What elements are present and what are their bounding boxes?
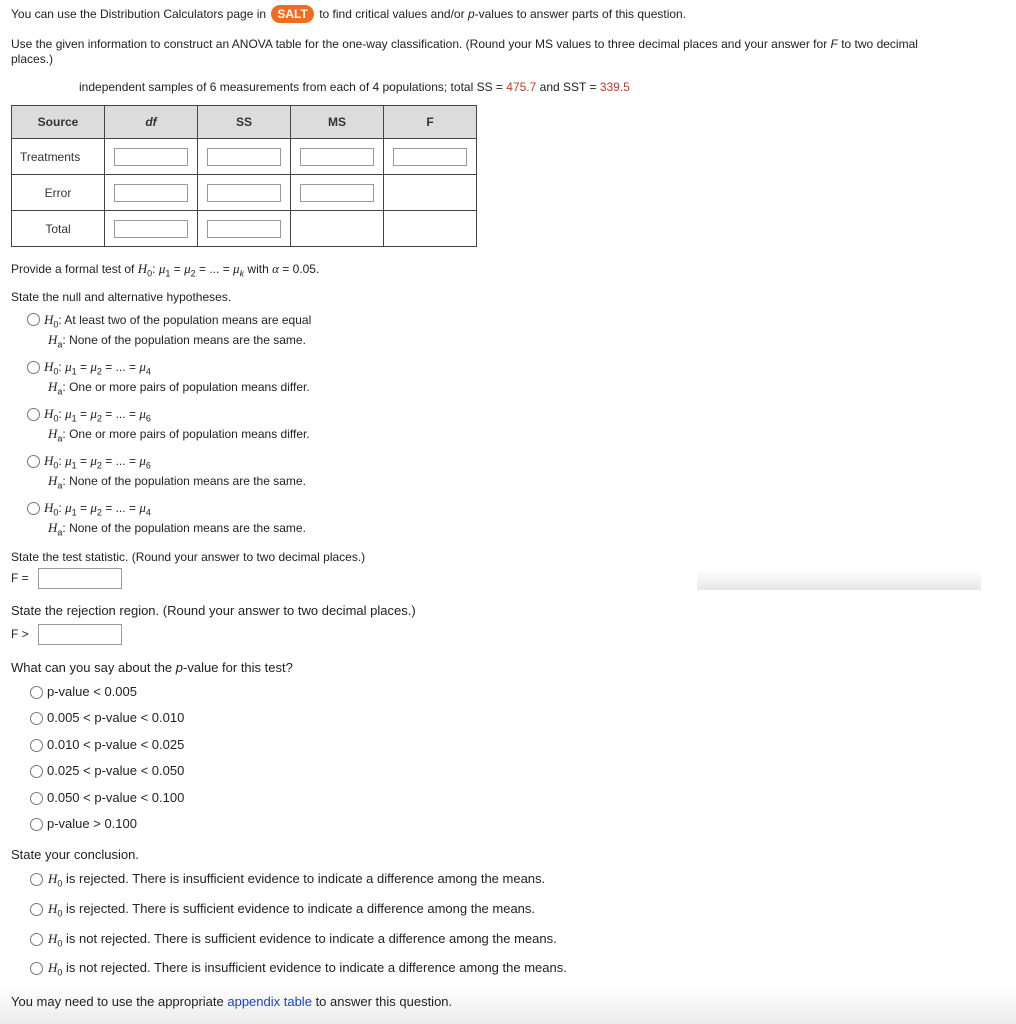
df-total-input[interactable] xyxy=(114,220,188,238)
ha-sub: a xyxy=(57,386,63,397)
mu-symbol: μ xyxy=(139,453,146,468)
header-df xyxy=(105,106,198,139)
instruction-line-1 xyxy=(11,37,918,51)
h-sub: 0 xyxy=(57,938,63,949)
given-info xyxy=(79,80,630,94)
f-treatments-input[interactable] xyxy=(393,148,467,166)
h-symbol: H xyxy=(48,931,58,946)
ha-sub: a xyxy=(57,339,63,350)
h-symbol: H xyxy=(48,520,58,535)
h-symbol: H xyxy=(44,359,54,374)
mu-symbol: μ xyxy=(139,500,146,515)
h-sub: 0 xyxy=(57,967,63,978)
pvalue-option-3-radio[interactable] xyxy=(30,739,43,752)
pvalue-prompt-a: What can you say about the xyxy=(11,660,173,675)
hypothesis-option-1-radio[interactable] xyxy=(27,313,40,326)
colon: : xyxy=(62,427,66,441)
cell-ms-error xyxy=(291,175,384,211)
pvalue-option-4-radio[interactable] xyxy=(30,765,43,778)
header-ms: MS xyxy=(291,106,384,139)
f-symbol: F xyxy=(830,37,838,51)
h-symbol: H xyxy=(48,426,58,441)
hypothesis-option-1-h0 xyxy=(44,312,311,329)
h-sub: 0 xyxy=(53,319,59,330)
ellipsis: ... xyxy=(115,454,126,468)
anova-row-total xyxy=(12,211,477,247)
mu-sub-2: 2 xyxy=(96,507,102,518)
formal-test-prefix: Provide a formal test of xyxy=(11,262,135,276)
mu-sub-1: 1 xyxy=(71,460,77,471)
header-f: F xyxy=(384,106,477,139)
total-ss-value: 475.7 xyxy=(506,80,537,94)
hypotheses-prompt: State the null and alternative hypotheses. xyxy=(11,290,232,304)
salt-text-end: -values to answer parts of this question. xyxy=(474,7,687,21)
mu-sub-last: 6 xyxy=(145,460,151,471)
conclusion-option-1-label xyxy=(48,871,545,889)
colon: : xyxy=(58,407,62,421)
hypothesis-option-3-h0 xyxy=(44,406,151,423)
sst-value: 339.5 xyxy=(599,80,630,94)
h-symbol: H xyxy=(44,406,54,421)
mu-symbol: μ xyxy=(233,261,240,276)
mu-symbol: μ xyxy=(90,453,97,468)
salt-button[interactable]: SALT xyxy=(271,5,313,23)
ha-sub: a xyxy=(57,527,63,538)
alpha-symbol: α xyxy=(272,261,279,276)
mu-sub-2: 2 xyxy=(96,366,102,377)
conclusion-text: is rejected. There is insufficient evidence to indicate a difference among the means. xyxy=(66,871,546,886)
colon: : xyxy=(58,454,62,468)
h-sub: 0 xyxy=(53,460,59,471)
cell-f-error-empty xyxy=(384,175,477,211)
h-symbol: H xyxy=(48,332,58,347)
hypothesis-option-2-h0 xyxy=(44,359,151,376)
h-symbol: H xyxy=(137,261,148,276)
mu-sub-2: 2 xyxy=(190,268,196,279)
hypothesis-option-5-radio[interactable] xyxy=(27,502,40,515)
h-symbol: H xyxy=(44,500,54,515)
pvalue-option-2-radio[interactable] xyxy=(30,712,43,725)
h-sub: 0 xyxy=(147,268,153,279)
h-symbol: H xyxy=(48,473,58,488)
h-sub: 0 xyxy=(53,507,59,518)
ms-treatments-input[interactable] xyxy=(300,148,374,166)
mu-symbol: μ xyxy=(65,453,72,468)
equals: = xyxy=(128,501,136,515)
pvalue-option-6-radio[interactable] xyxy=(30,818,43,831)
h-sub: 0 xyxy=(57,878,63,889)
conclusion-option-3-label xyxy=(48,931,557,949)
equals: = xyxy=(105,501,113,515)
pvalue-option-2-label: 0.005 < p-value < 0.010 xyxy=(47,710,185,725)
equals: = xyxy=(79,454,87,468)
salt-text-before: You can use the Distribution Calculators page in xyxy=(11,7,267,21)
ellipsis: ... xyxy=(209,262,220,276)
conclusion-option-4-label xyxy=(48,960,567,978)
ha-text: One or more pairs of population means differ. xyxy=(69,380,310,394)
df-error-input[interactable] xyxy=(114,184,188,202)
test-stat-label: F = xyxy=(11,571,29,585)
cell-ss-treatments xyxy=(198,139,291,175)
hypothesis-option-5-h0 xyxy=(44,500,151,517)
hypothesis-option-4-ha xyxy=(48,473,306,490)
equals: = xyxy=(128,407,136,421)
hypothesis-option-4-radio[interactable] xyxy=(27,455,40,468)
conclusion-prompt: State your conclusion. xyxy=(11,847,139,862)
equals: = xyxy=(105,407,113,421)
h-symbol: H xyxy=(44,312,54,327)
mu-sub-last: 6 xyxy=(145,413,151,424)
anova-table xyxy=(11,105,477,247)
mu-symbol: μ xyxy=(139,406,146,421)
equals: = xyxy=(173,262,181,276)
equals: = xyxy=(128,360,136,374)
df-label: df xyxy=(145,115,157,129)
cell-f-treatments xyxy=(384,139,477,175)
colon: : xyxy=(62,521,66,535)
equals: = xyxy=(79,501,87,515)
decorative-band xyxy=(697,570,981,590)
equals: = xyxy=(105,360,113,374)
mu-sub-1: 1 xyxy=(71,507,77,518)
hypothesis-option-2-ha xyxy=(48,379,310,396)
h-symbol: H xyxy=(44,453,54,468)
mu-symbol: μ xyxy=(65,406,72,421)
mu-sub-1: 1 xyxy=(71,413,77,424)
rejection-label: F > xyxy=(11,627,29,641)
equals: = xyxy=(198,262,206,276)
h-symbol: H xyxy=(48,901,58,916)
df-treatments-input[interactable] xyxy=(114,148,188,166)
ms-error-input[interactable] xyxy=(300,184,374,202)
hypothesis-option-3-radio[interactable] xyxy=(27,408,40,421)
instruction-text-2: to two decimal xyxy=(841,37,918,51)
test-stat-input[interactable] xyxy=(38,568,122,589)
pvalue-prompt xyxy=(11,660,293,675)
rejection-prompt: State the rejection region. (Round your answer to two decimal places.) xyxy=(11,603,416,618)
ha-sub: a xyxy=(57,433,63,444)
ellipsis: ... xyxy=(115,501,126,515)
colon: : xyxy=(62,474,66,488)
mu-symbol: μ xyxy=(90,406,97,421)
row-label-treatments: Treatments xyxy=(12,139,105,175)
header-source: Source xyxy=(12,106,105,139)
mu-sub-2: 2 xyxy=(96,460,102,471)
pvalue-option-5-radio[interactable] xyxy=(30,792,43,805)
mu-sub-last: 4 xyxy=(145,507,151,518)
cell-ss-total xyxy=(198,211,291,247)
and-sst-text: and SST = xyxy=(539,80,597,94)
h-sub: 0 xyxy=(57,908,63,919)
h-symbol: H xyxy=(48,871,58,886)
h-symbol: H xyxy=(48,960,58,975)
conclusion-option-4-radio[interactable] xyxy=(30,962,43,975)
hypothesis-option-4-h0 xyxy=(44,453,151,470)
ha-sub: a xyxy=(57,480,63,491)
anova-row-error xyxy=(12,175,477,211)
equals: = xyxy=(79,407,87,421)
ha-text: None of the population means are the same. xyxy=(69,521,306,535)
p-symbol: p xyxy=(467,7,475,21)
colon: : xyxy=(62,333,66,347)
mu-sub-last: 4 xyxy=(145,366,151,377)
anova-header-row xyxy=(12,106,477,139)
footer-text-before: You may need to use the appropriate xyxy=(11,994,224,1009)
pvalue-option-1-radio[interactable] xyxy=(30,686,43,699)
hypothesis-option-5-ha xyxy=(48,520,306,537)
colon: : xyxy=(152,262,156,276)
pvalue-option-3-label: 0.010 < p-value < 0.025 xyxy=(47,737,185,752)
footer-text-after: to answer this question. xyxy=(315,994,453,1009)
salt-instruction xyxy=(11,5,686,23)
conclusion-text: is rejected. There is sufficient evidence to indicate a difference among the means. xyxy=(66,901,536,916)
formal-test-line xyxy=(11,261,319,278)
cell-df-treatments xyxy=(105,139,198,175)
alpha-value: = 0.05. xyxy=(282,262,320,276)
mu-symbol: μ xyxy=(139,359,146,374)
colon: : xyxy=(58,360,62,374)
mu-sub-1: 1 xyxy=(71,366,77,377)
footer-note xyxy=(11,994,452,1009)
pvalue-option-5-label: 0.050 < p-value < 0.100 xyxy=(47,790,185,805)
ha-text: One or more pairs of population means differ. xyxy=(69,427,310,441)
h-sub: 0 xyxy=(53,413,59,424)
cell-ms-treatments xyxy=(291,139,384,175)
mu-symbol: μ xyxy=(90,500,97,515)
mu-sub-2: 2 xyxy=(96,413,102,424)
colon: : xyxy=(58,501,62,515)
mu-symbol: μ xyxy=(184,261,191,276)
hypothesis-option-1-ha xyxy=(48,332,306,349)
header-ss: SS xyxy=(198,106,291,139)
mu-sub-1: 1 xyxy=(165,268,171,279)
cell-df-total xyxy=(105,211,198,247)
colon: : xyxy=(58,313,62,327)
pvalue-prompt-b: -value for this test? xyxy=(183,660,293,675)
given-text: independent samples of 6 measurements from each of 4 populations; total SS = xyxy=(79,80,503,94)
ellipsis: ... xyxy=(115,407,126,421)
instruction-line-2: places.) xyxy=(11,52,54,66)
mu-sub-k: k xyxy=(239,268,245,279)
hypothesis-option-2-radio[interactable] xyxy=(27,361,40,374)
salt-text-after: to find critical values and/or xyxy=(319,7,465,21)
ellipsis: ... xyxy=(115,360,126,374)
p-symbol: p xyxy=(175,660,184,675)
mu-symbol: μ xyxy=(65,500,72,515)
equals: = xyxy=(222,262,230,276)
cell-ss-error xyxy=(198,175,291,211)
mu-symbol: μ xyxy=(158,261,166,276)
pvalue-option-4-label: 0.025 < p-value < 0.050 xyxy=(47,763,185,778)
test-stat-prompt: State the test statistic. (Round your answer to two decimal places.) xyxy=(11,550,366,564)
mu-symbol: μ xyxy=(90,359,97,374)
h0-text: At least two of the population means are equal xyxy=(64,313,312,327)
h-sub: 0 xyxy=(53,366,59,377)
cell-f-total-empty xyxy=(384,211,477,247)
equals: = xyxy=(79,360,87,374)
with-text: with xyxy=(247,262,269,276)
rejection-input[interactable] xyxy=(38,624,122,645)
instruction-text: Use the given information to construct an ANOVA table for the one-way classification. (Round your MS values to three decimal places and your answer for xyxy=(11,37,828,51)
row-label-error: Error xyxy=(12,175,105,211)
conclusion-option-1-radio[interactable] xyxy=(30,873,43,886)
cell-df-error xyxy=(105,175,198,211)
pvalue-option-6-label: p-value > 0.100 xyxy=(47,816,137,831)
conclusion-option-2-label xyxy=(48,901,535,919)
row-label-total: Total xyxy=(12,211,105,247)
equals: = xyxy=(128,454,136,468)
anova-row-treatments xyxy=(12,139,477,175)
conclusion-text: is not rejected. There is insufficient evidence to indicate a difference among the means. xyxy=(66,960,567,975)
ha-text: None of the population means are the same. xyxy=(69,474,306,488)
appendix-table-link[interactable]: appendix table xyxy=(227,994,312,1009)
colon: : xyxy=(62,380,66,394)
conclusion-text: is not rejected. There is sufficient evidence to indicate a difference among the means. xyxy=(66,931,557,946)
ss-error-input[interactable] xyxy=(207,184,281,202)
h-symbol: H xyxy=(48,379,58,394)
conclusion-option-3-radio[interactable] xyxy=(30,933,43,946)
hypothesis-option-3-ha xyxy=(48,426,310,443)
ss-treatments-input[interactable] xyxy=(207,148,281,166)
conclusion-option-2-radio[interactable] xyxy=(30,903,43,916)
cell-ms-total-empty xyxy=(291,211,384,247)
mu-symbol: μ xyxy=(65,359,72,374)
ss-total-input[interactable] xyxy=(207,220,281,238)
ha-text: None of the population means are the same. xyxy=(69,333,306,347)
pvalue-option-1-label: p-value < 0.005 xyxy=(47,684,137,699)
equals: = xyxy=(105,454,113,468)
